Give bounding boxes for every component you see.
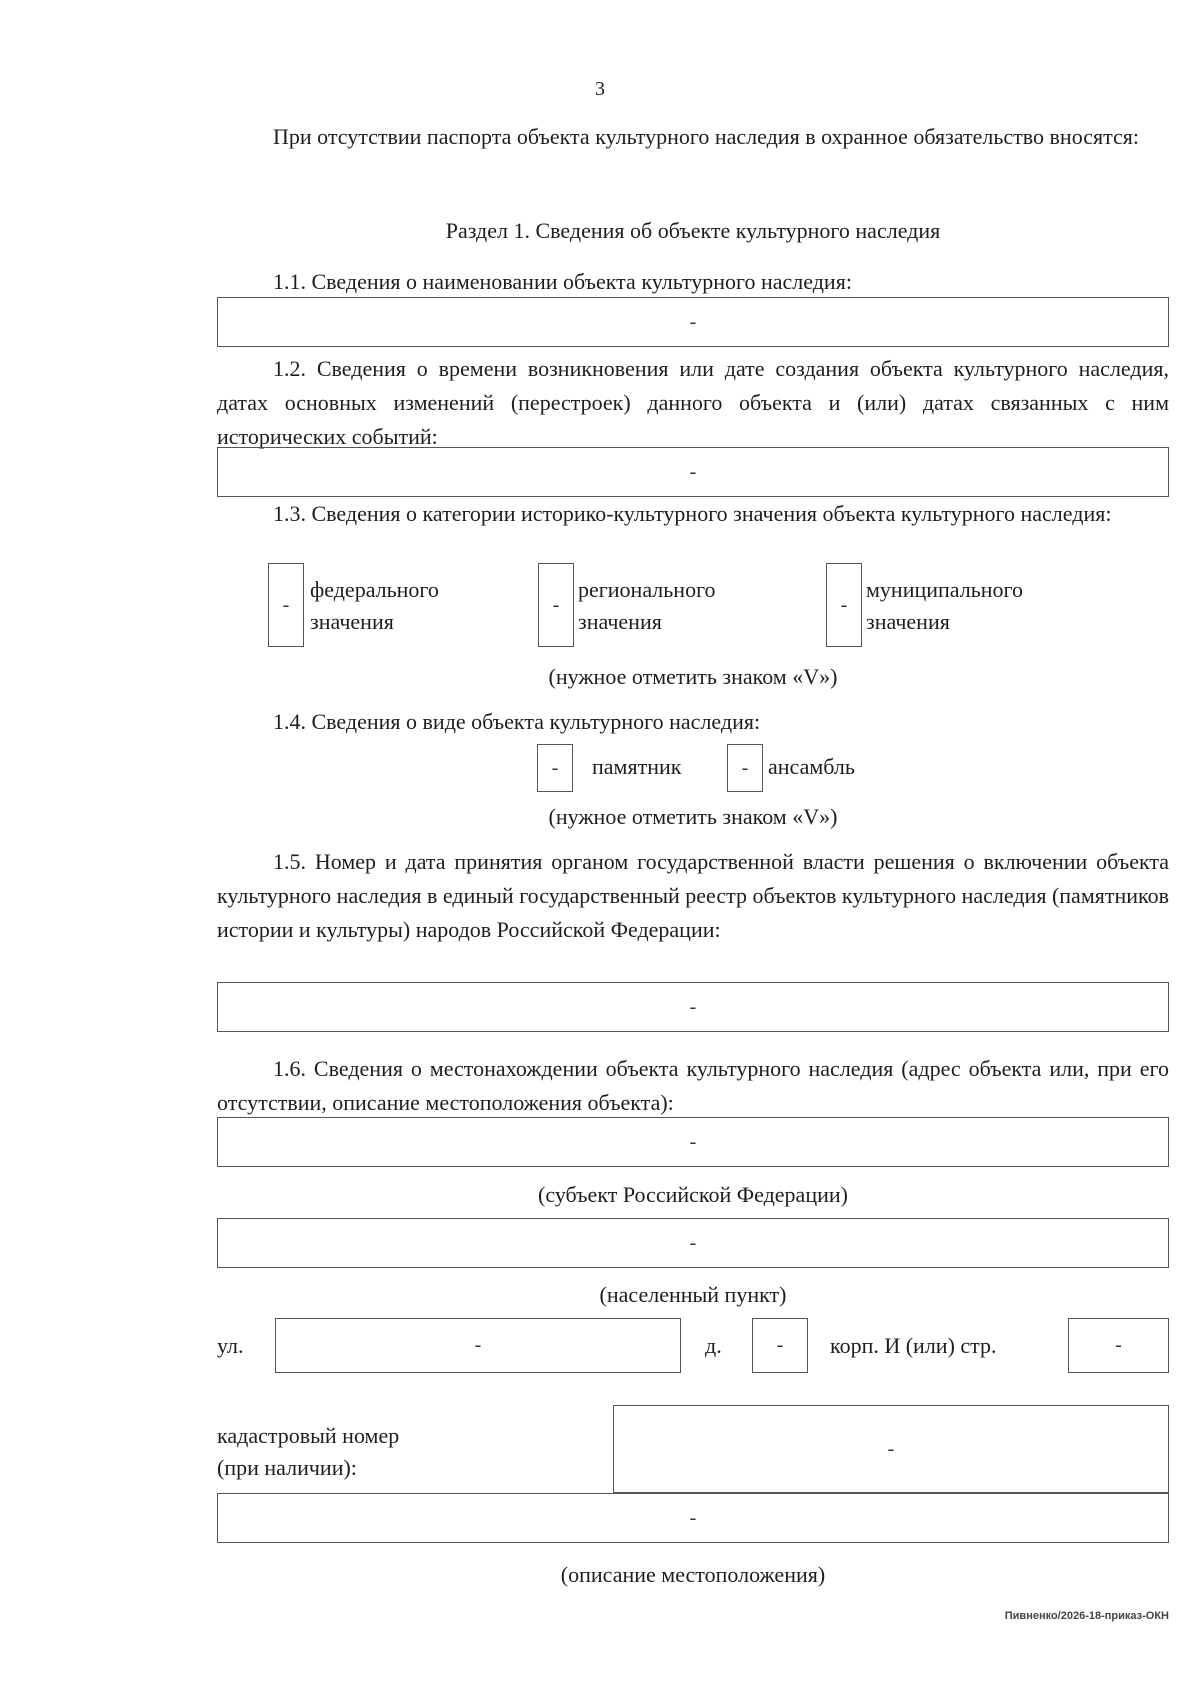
locality-field[interactable]: - <box>217 1218 1169 1268</box>
ensemble-checkbox[interactable]: - <box>727 744 763 792</box>
subject-caption: (субъект Российской Федерации) <box>538 1182 848 1207</box>
s1-3-label: 1.3. Сведения о категории историко-культурного значения объекта культурного наследия: <box>273 501 1112 526</box>
s1-3-hint: (нужное отметить знаком «V») <box>548 664 838 689</box>
street-label: ул. <box>217 1333 244 1358</box>
registry-decision-field[interactable]: - <box>217 982 1169 1032</box>
municipal-checkbox[interactable]: - <box>826 563 862 647</box>
page-number: 3 <box>595 78 605 100</box>
name-field[interactable]: - <box>217 297 1169 347</box>
s1-1-label: 1.1. Сведения о наименовании объекта культурного наследия: <box>273 269 852 294</box>
building-field[interactable]: - <box>1068 1318 1169 1373</box>
municipal-label-line1: муниципального <box>866 577 1024 602</box>
description-field[interactable]: - <box>217 1493 1169 1543</box>
monument-label: памятник <box>592 754 682 779</box>
s1-4-hint: (нужное отметить знаком «V») <box>548 804 838 829</box>
s1-6-label: 1.6. Сведения о местонахождении объекта культурного наследия (адрес объекта или, при его отсутствии, описание местоположения объекта): <box>217 1056 1169 1115</box>
cadastral-label-line2: (при наличии): <box>217 1455 357 1480</box>
subject-field[interactable]: - <box>217 1117 1169 1167</box>
cadastral-field[interactable]: - <box>613 1405 1169 1493</box>
intro-text: При отсутствии паспорта объекта культурного наследия в охранное обязательство вносятся: <box>273 124 1140 149</box>
s1-4-label: 1.4. Сведения о виде объекта культурного наследия: <box>273 709 761 734</box>
s1-2-label: 1.2. Сведения о времени возникновения или дате создания объекта культурного наследия, датах основных изменений (перестроек) данного объекта и (или) датах связанных с ним исторических событий: <box>217 356 1169 449</box>
house-field[interactable]: - <box>752 1318 808 1373</box>
regional-label-line1: регионального <box>578 577 716 602</box>
s1-5-label: 1.5. Номер и дата принятия органом государственной власти решения о включении объекта культурного наследия в единый государственный реестр объектов культурного наследия (памятников истории и культуры) народов Российской Федерации: <box>217 849 1169 942</box>
ensemble-label: ансамбль <box>768 754 855 779</box>
regional-checkbox[interactable]: - <box>538 563 574 647</box>
locality-caption: (населенный пункт) <box>599 1282 787 1307</box>
house-label: д. <box>705 1333 722 1358</box>
federal-label-line1: федерального <box>310 577 439 602</box>
dates-field[interactable]: - <box>217 447 1169 497</box>
building-label: корп. И (или) стр. <box>830 1333 997 1358</box>
federal-checkbox[interactable]: - <box>268 563 304 647</box>
municipal-label-line2: значения <box>866 609 950 634</box>
federal-label-line2: значения <box>310 609 394 634</box>
monument-checkbox[interactable]: - <box>537 744 573 792</box>
cadastral-label-line1: кадастровый номер <box>217 1423 400 1448</box>
street-field[interactable]: - <box>275 1318 681 1373</box>
section-title: Раздел 1. Сведения об объекте культурного наследия <box>445 218 941 243</box>
regional-label-line2: значения <box>578 609 662 634</box>
description-caption: (описание местоположения) <box>560 1562 826 1587</box>
document-footer: Пивненко/2026-18-приказ-ОКН <box>1004 1610 1169 1622</box>
